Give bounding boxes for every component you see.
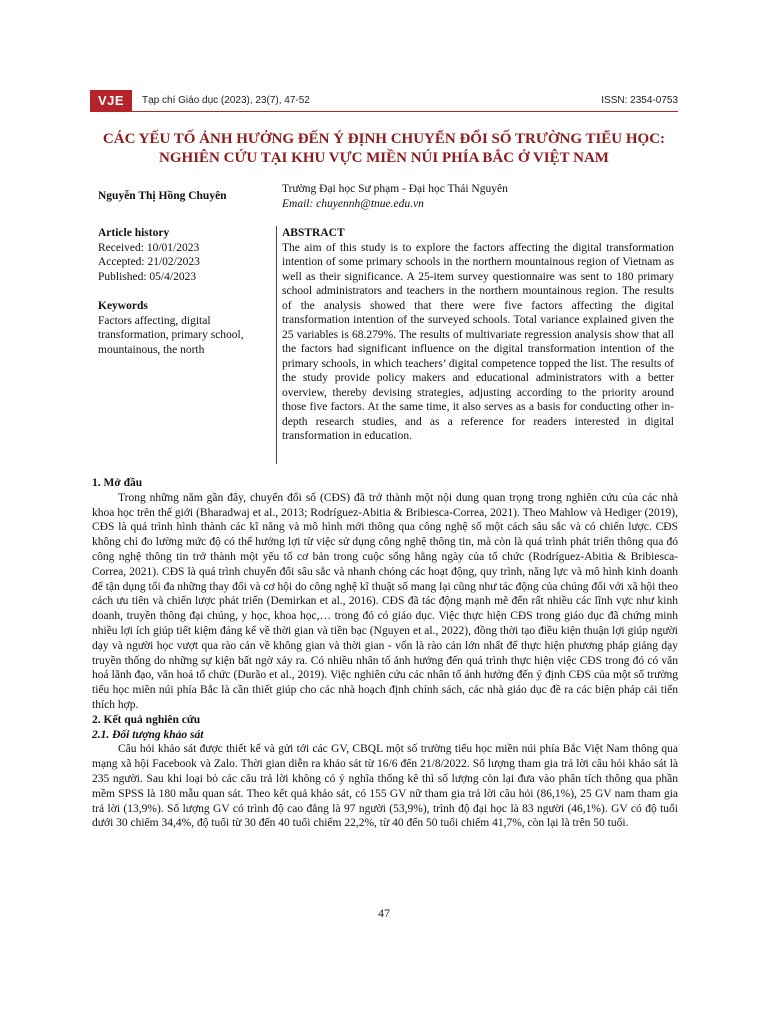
header-rule [132, 111, 678, 112]
title-line-2: NGHIÊN CỨU TẠI KHU VỰC MIỀN NÚI PHÍA BẮC Ở VIỆT NAM [159, 150, 609, 166]
subsection-2-1-heading: 2.1. Đối tượng khảo sát [92, 728, 204, 741]
abstract [282, 226, 674, 444]
journal-citation: Tạp chí Giáo dục (2023), 23(7), 47-52 [142, 95, 310, 106]
affiliation: Trường Đại học Sư phạm - Đại học Thái Nguyên [282, 183, 508, 195]
section-1-heading: 1. Mở đầu [92, 477, 143, 489]
author-email: Email: chuyennh@tnue.edu.vn [282, 198, 424, 210]
journal-logo: VJE [90, 90, 132, 112]
author-affiliation-block [282, 182, 508, 212]
paper-title [90, 130, 678, 168]
abstract-divider [276, 226, 277, 464]
journal-header [90, 90, 678, 112]
section-2-heading: 2. Kết quả nghiên cứu [92, 713, 201, 726]
received-date: Received: 10/01/2023 [98, 241, 200, 254]
keywords-heading: Keywords [98, 300, 148, 312]
accepted-date: Accepted: 21/02/2023 [98, 256, 200, 268]
paper-body [92, 476, 678, 831]
section-2-paragraph: Câu hỏi khảo sát được thiết kế và gửi tới các GV, CBQL một số trường tiểu học miền núi phía Bắc Việt Nam thông qua mạng xã hội Facebook và Zalo. Thời gian diễn ra khảo sát từ 16/6 đến 21/8/2022. Số lượng tham gia trả lời câu hỏi khảo sát là 235 người. Sau khi loại bỏ các câu trả lời không có ý nghĩa thống kê thì số lượng còn lại đưa vào phân tích thông qua phần mềm SPSS là 180 mẫu quan sát. Theo kết quả khảo sát, có 155 GV nữ tham gia trả lời câu hỏi (86,1%), 25 GV nam tham gia trả lời (13,9%). Số lượng GV có trình độ cao đẳng là 97 người (53,9%), trình độ đại học là 83 người (46,1%). GV có độ tuổi dưới 30 chiếm 34,4%, độ tuổi từ 30 đến 40 tuổi chiếm 22,2%, từ 40 đến 50 tuổi chiếm 41,7%, còn lại là trên 50 tuổi. [92, 743, 678, 830]
keywords-text: Factors affecting, digital transformation, primary school, mountainous, the north [98, 314, 244, 356]
abstract-text: The aim of this study is to explore the factors affecting the digital transformation intention of some primary schools in the northern mountainous region of Vietnam as well as their significance. A 25-item survey questionnaire was sent to 180 primary school administrators and teachers in the northern mountainous region. The results of the analysis showed that there were five factors affecting the digital transformation intention of the surveyed schools. Total variance explained given the 25 variables is 68.279%. The results of multivariate regression analysis show that all the factors had significant influence on the digital transformation intention of the primary schools, in which teachers’ digital competence topped the list. The results of the study provide policy makers and educational administrators with a better overview, thereby devising strategies, adjusting according to the priority around those five factors. At the same time, it also serves as a basis for conducting other in-depth research studies, and as a reference for readers interested in digital transformation in education. [282, 241, 674, 442]
article-history-heading: Article history [98, 227, 170, 239]
title-line-1: CÁC YẾU TỐ ẢNH HƯỞNG ĐẾN Ý ĐỊNH CHUYỂN ĐỔI SỐ TRƯỜNG TIỂU HỌC: [102, 131, 666, 147]
abstract-heading: ABSTRACT [282, 227, 345, 239]
author-name: Nguyễn Thị Hồng Chuyên [98, 190, 227, 202]
article-meta [98, 226, 268, 357]
published-date: Published: 05/4/2023 [98, 270, 197, 283]
page-number: 47 [378, 906, 390, 920]
issn: ISSN: 2354-0753 [601, 95, 678, 106]
section-1-paragraph: Trong những năm gần đây, chuyển đổi số (CĐS) đã trở thành một nội dung quan trọng trong nghiên cứu của các nhà khoa học trên thế giới (Bharadwaj et al., 2013; Rodríguez-Abitia & Bribiesca-Correa, 2021). Theo Mahlow và Hediger (2019), CĐS là quá trình hình thành các kĩ năng và mô hình mới thông qua công nghệ số một cách sâu sắc và có chiến lược. CĐS không chỉ đo lường mức độ có thể hưởng lợi từ việc sử dụng công nghệ thông tin, mà còn là quá trình phát triển thông qua đó công nghệ thông tin trở thành một yếu tố cơ bản trong cuộc sống hằng ngày của tổ chức (Rodríguez-Abitia & Bribiesca-Correa, 2021). CĐS là quá trình chuyển đổi sâu sắc và nhanh chóng các hoạt động, quy trình, năng lực và mô hình kinh doanh để tận dụng tối đa những thay đổi và cơ hội do công nghệ kĩ thuật số mang lại cũng như tác động của chúng đối với xã hội theo cách ưu tiên và chiến lược phát triển (Demirkan et al., 2016). CĐS đã tác động mạnh mẽ đến rất nhiều các lĩnh vực như kinh doanh, truyền thông đại chúng, y học, khoa học,… trong đó có giáo dục. Việc thực hiện CĐS trong giáo dục đã chứng minh nhiều lợi ích giúp tiết kiệm đáng kể về thời gian và tiền bạc (Nguyen et al., 2022), đồng thời tạo điều kiện thuận lợi giúp người dạy và người học vượt qua rào cản về không gian và thời gian - vốn là rào cản lớn nhất để thực hiện phương pháp giảng dạy truyền thống do những sự kiện bất ngờ xảy ra. Có nhiều nhân tố ảnh hưởng đến quá trình thực hiện việc CĐS trong đó có văn hoá lãnh đạo, văn hoá tổ chức (Durão et al., 2019). Việc nghiên cứu các nhân tố ảnh hưởng đến ý định CĐS của một số trường tiểu học miền núi phía Bắc là cần thiết giúp cho các nhà hoạch định chính sách, các nhà giáo dục đề ra các biện pháp cải tiến thích hợp. [92, 491, 678, 711]
